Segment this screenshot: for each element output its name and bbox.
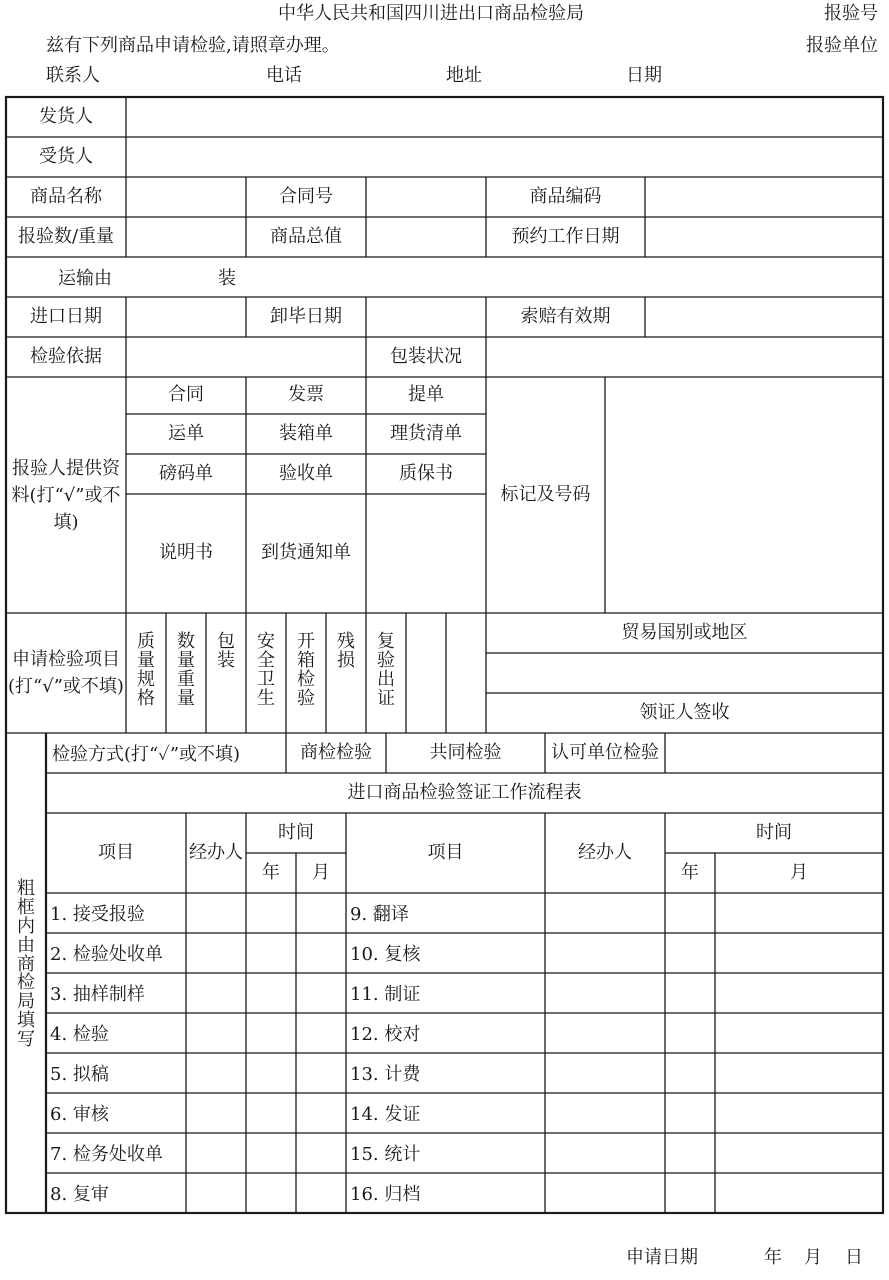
- appointment-date-label: 预约工作日期: [511, 225, 620, 247]
- side-note: 粗 框 内 由 商 检 局 填 写: [17, 878, 35, 1051]
- doc-manual[interactable]: 说明书: [159, 542, 213, 564]
- flow-step-right: 12. 校对: [350, 1024, 421, 1045]
- phone-label: 电话: [266, 65, 302, 86]
- flow-step-right: 9. 翻译: [350, 904, 409, 925]
- report-unit-label: 报验单位: [806, 35, 878, 56]
- import-date-field[interactable]: [126, 297, 246, 337]
- contract-no-label: 合同号: [279, 185, 333, 207]
- consignee-field[interactable]: [126, 137, 883, 177]
- item-packing[interactable]: 包 装: [217, 631, 235, 671]
- transport-loading-label: 装: [218, 268, 236, 289]
- certificate-signee-label: 领证人签收: [639, 701, 730, 723]
- inspection-basis-field[interactable]: [126, 337, 366, 377]
- address-label: 地址: [446, 65, 482, 86]
- inspection-basis-label: 检验依据: [30, 345, 102, 367]
- item-quality-spec[interactable]: 质 量 规 格: [137, 631, 155, 709]
- consignee-label: 受货人: [39, 145, 93, 167]
- flow-time-header-right: 时间: [756, 821, 792, 843]
- trade-country-label: 贸易国别或地区: [621, 621, 748, 643]
- flow-step-left: 1. 接受报验: [50, 904, 145, 925]
- flow-step-left: 8. 复审: [50, 1184, 109, 1205]
- shipper-label: 发货人: [39, 105, 93, 127]
- item-quantity-weight[interactable]: 数 量 重 量: [177, 631, 195, 709]
- product-name-label: 商品名称: [30, 185, 102, 207]
- claim-period-field[interactable]: [645, 297, 883, 337]
- packing-condition-field[interactable]: [486, 337, 883, 377]
- doc-warranty[interactable]: 质保书: [399, 462, 453, 484]
- apply-year-label: 年: [764, 1247, 782, 1268]
- shipper-field[interactable]: [126, 97, 883, 137]
- method-label: 检验方式(打“✓”或不填): [52, 744, 241, 765]
- flow-step-right: 11. 制证: [350, 984, 421, 1005]
- method-ciq[interactable]: 商检检验: [300, 741, 372, 763]
- flow-month-header-right: 月: [790, 861, 808, 883]
- import-date-label: 进口日期: [30, 305, 102, 327]
- flow-title: 进口商品检验签证工作流程表: [347, 781, 582, 803]
- documents-title: 报验人提供资料(打“√”或不填): [11, 457, 121, 533]
- doc-arrival-notice[interactable]: 到货通知单: [261, 542, 351, 564]
- doc-tally-list[interactable]: 理货清单: [390, 422, 462, 444]
- method-joint[interactable]: 共同检验: [429, 741, 502, 763]
- form-title: 中华人民共和国四川进出口商品检验局: [278, 3, 584, 24]
- flow-handler-header-left: 经办人: [189, 841, 243, 863]
- contract-no-field[interactable]: [366, 177, 486, 217]
- apply-date-label: 申请日期: [626, 1247, 698, 1268]
- flow-year-header-right: 年: [681, 861, 699, 883]
- flow-step-right: 16. 归档: [350, 1184, 421, 1205]
- flow-month-header-left: 月: [312, 861, 330, 883]
- unloading-date-field[interactable]: [366, 297, 486, 337]
- flow-step-left: 5. 拟稿: [50, 1064, 109, 1085]
- apply-day-label: 日: [845, 1247, 863, 1268]
- marks-numbers-field[interactable]: [605, 377, 883, 613]
- item-reinspection-cert[interactable]: 复 验 出 证: [377, 631, 395, 709]
- total-value-label: 商品总值: [270, 225, 342, 247]
- total-value-field[interactable]: [366, 217, 486, 257]
- item-unpacking-inspection[interactable]: 开 箱 检 验: [297, 631, 315, 709]
- item-damage[interactable]: 残 损: [337, 631, 355, 671]
- quantity-weight-field[interactable]: [126, 217, 246, 257]
- flow-time-header-left: 时间: [278, 821, 314, 843]
- doc-waybill[interactable]: 运单: [168, 422, 204, 444]
- item-safety-hygiene[interactable]: 安 全 卫 生: [257, 631, 275, 709]
- product-name-field[interactable]: [126, 177, 246, 217]
- flow-step-left: 6. 审核: [50, 1104, 109, 1125]
- flow-handler-header-right: 经办人: [578, 841, 632, 863]
- doc-weight-memo[interactable]: 磅码单: [159, 462, 213, 484]
- item-blank-1[interactable]: [406, 613, 446, 733]
- flow-step-left: 4. 检验: [50, 1024, 109, 1045]
- packing-condition-label: 包装状况: [390, 345, 462, 367]
- doc-bill-of-lading[interactable]: 提单: [408, 384, 444, 406]
- appointment-date-field[interactable]: [645, 217, 883, 257]
- claim-period-label: 索赔有效期: [520, 305, 611, 327]
- flow-year-header-left: 年: [262, 861, 280, 883]
- method-approved[interactable]: 认可单位检验: [551, 741, 659, 763]
- items-title: 申请检验项目(打“√”或不填): [8, 649, 124, 697]
- flow-step-left: 7. 检务处收单: [50, 1144, 163, 1165]
- flow-step-right: 15. 统计: [350, 1144, 421, 1165]
- transport-from-label: 运输由: [58, 268, 112, 289]
- item-blank-2[interactable]: [446, 613, 486, 733]
- unloading-date-label: 卸毕日期: [270, 305, 342, 327]
- doc-packing-list[interactable]: 装箱单: [279, 422, 333, 444]
- flow-step-left: 2. 检验处收单: [50, 944, 163, 965]
- doc-invoice[interactable]: 发票: [288, 384, 324, 406]
- quantity-weight-label: 报验数/重量: [17, 225, 115, 247]
- intro-text: 兹有下列商品申请检验,请照章办理。: [46, 35, 340, 56]
- report-no-label: 报验号: [824, 3, 878, 24]
- trade-country-field[interactable]: [486, 653, 883, 693]
- doc-contract[interactable]: 合同: [168, 384, 204, 406]
- contact-label: 联系人: [46, 65, 100, 86]
- product-code-label: 商品编码: [529, 185, 602, 207]
- flow-item-header-right: 项目: [427, 841, 464, 863]
- doc-blank[interactable]: [366, 494, 486, 613]
- flow-step-right: 10. 复核: [350, 944, 421, 965]
- flow-item-header-left: 项目: [98, 841, 134, 863]
- doc-acceptance-note[interactable]: 验收单: [279, 462, 333, 484]
- flow-step-left: 3. 抽样制样: [50, 984, 145, 1005]
- date-label: 日期: [626, 65, 662, 86]
- flow-step-right: 13. 计费: [350, 1064, 421, 1085]
- marks-numbers-label: 标记及号码: [500, 483, 591, 505]
- product-code-field[interactable]: [645, 177, 883, 217]
- apply-month-label: 月: [804, 1247, 822, 1268]
- flow-step-right: 14. 发证: [350, 1104, 421, 1125]
